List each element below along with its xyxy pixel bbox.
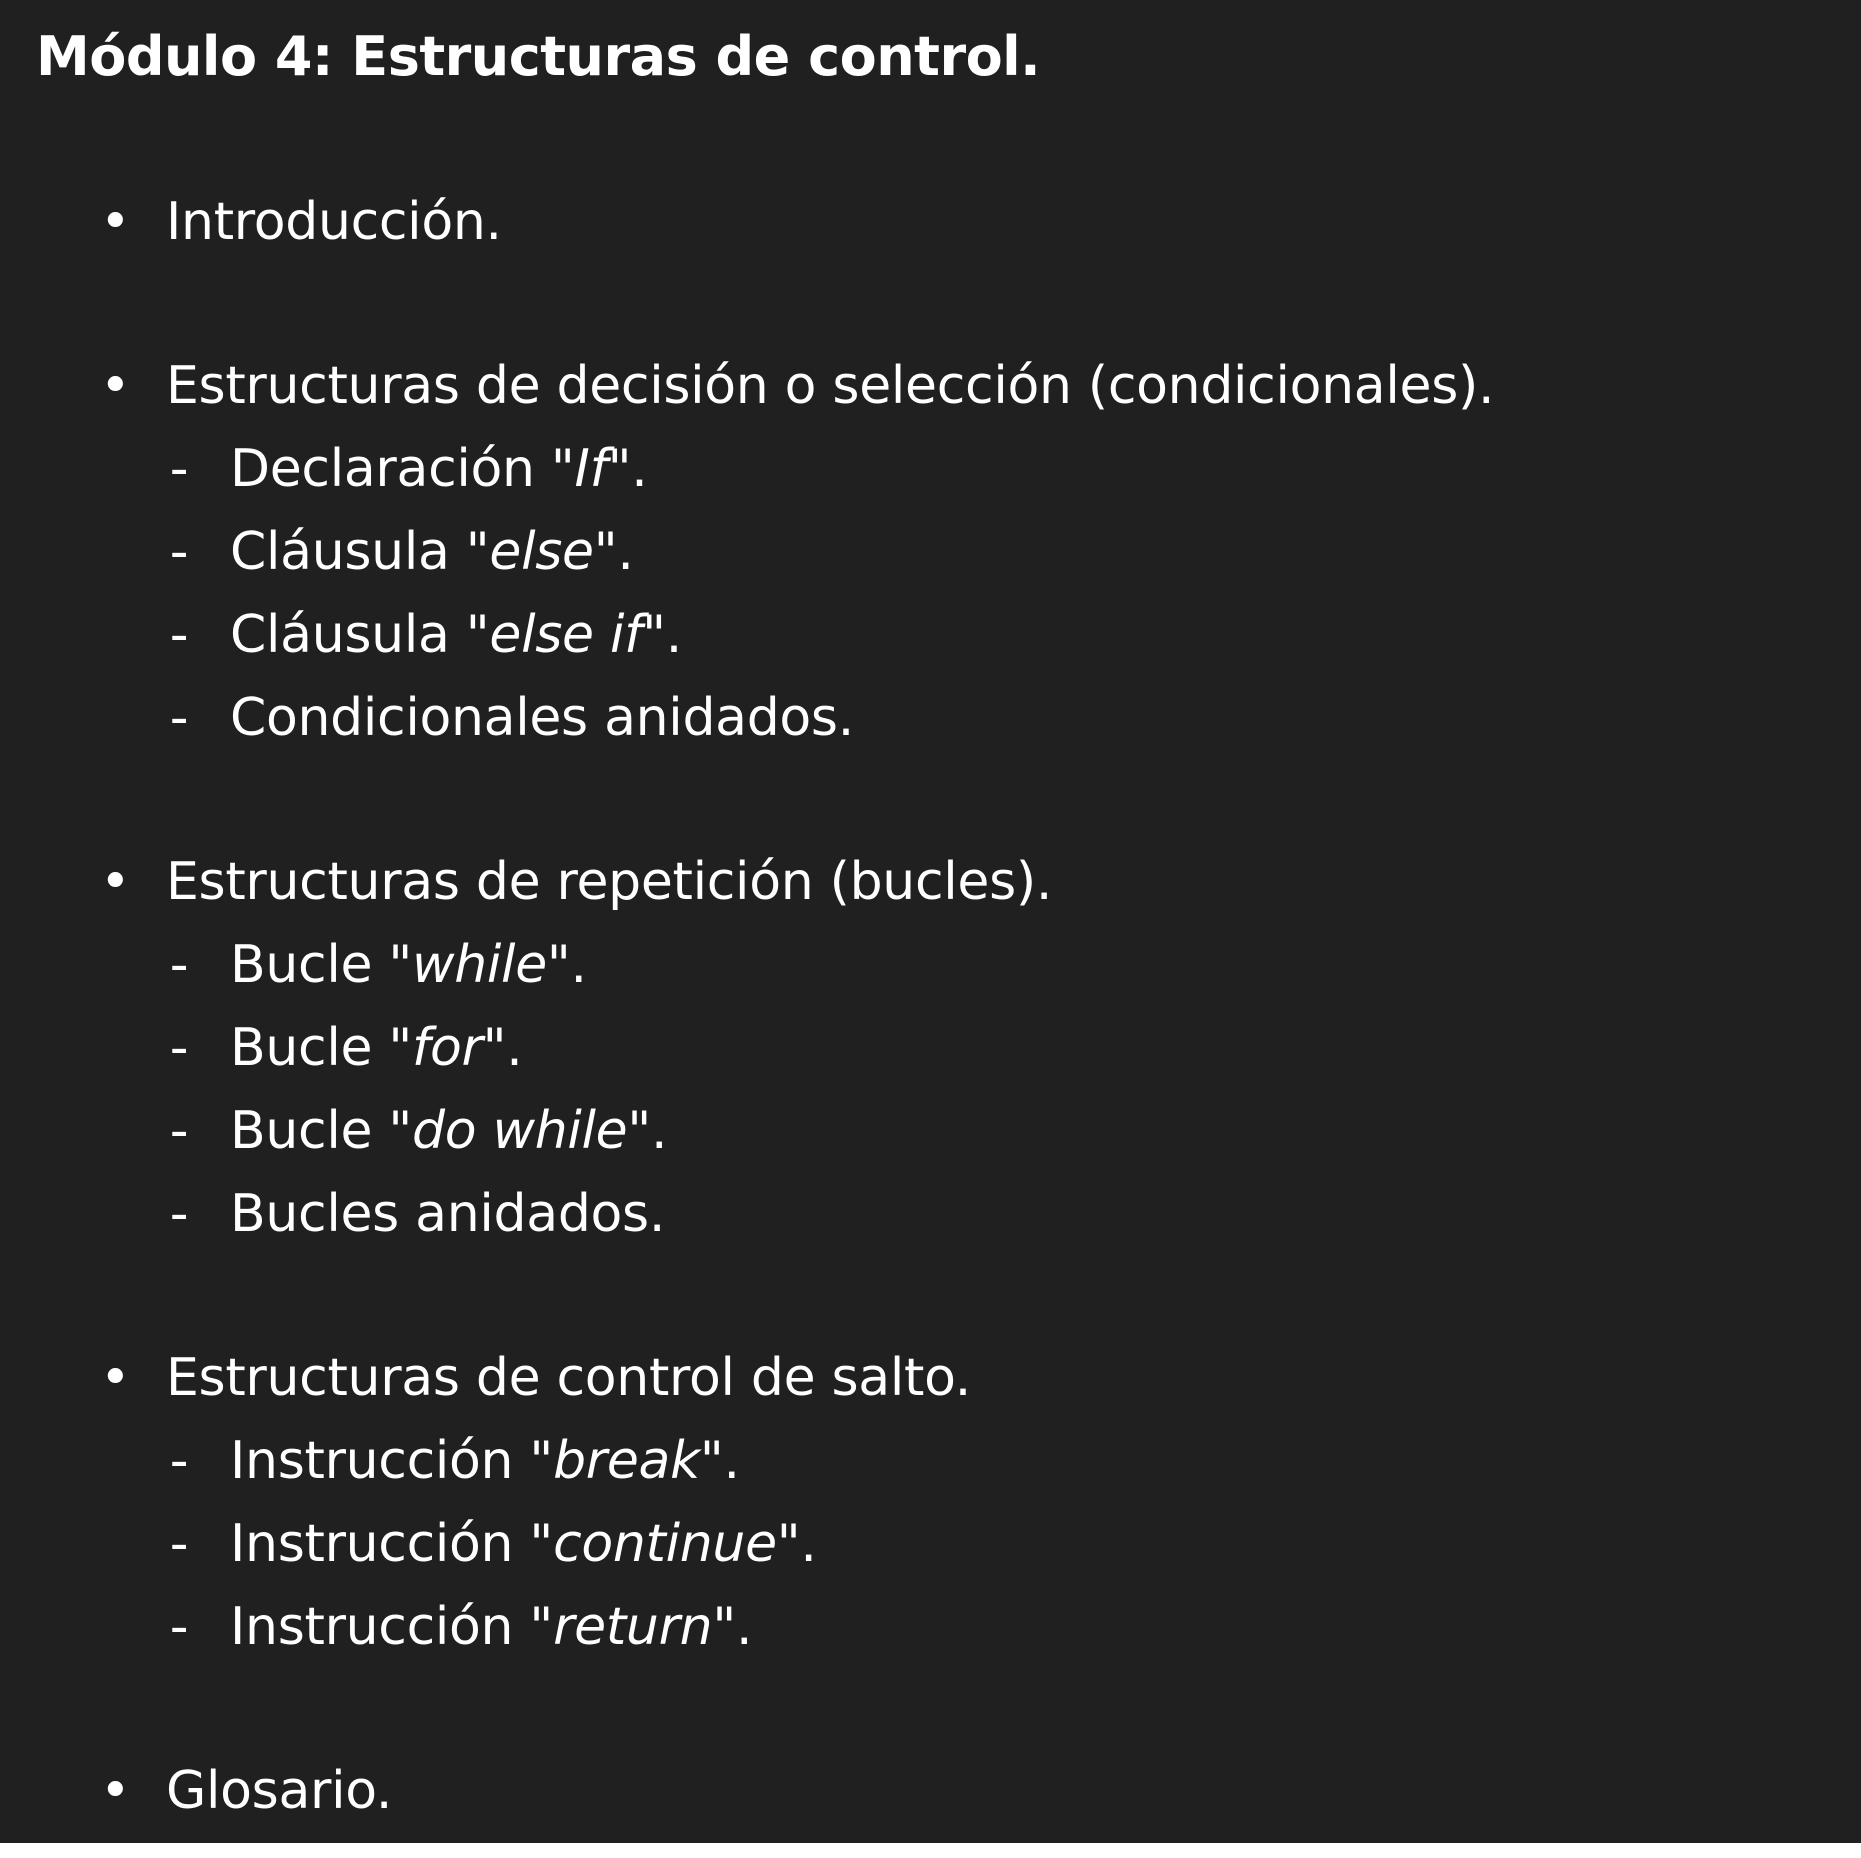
bullet-dot-icon: • [100,192,131,252]
subitem-text [230,1094,667,1168]
subitem-suffix: ". [593,522,634,582]
subitem-text [230,1507,817,1581]
dash-marker: - [169,1101,189,1161]
dash-marker: - [169,935,189,995]
subitem-prefix: Declaración " [230,439,575,499]
subitem-prefix: Instrucción " [230,1597,554,1657]
subitem-text [230,1011,522,1085]
subitem-suffix: ". [627,1101,668,1161]
dash-marker: - [169,1431,189,1491]
subitem-suffix: ". [607,439,648,499]
dash-marker: - [169,688,189,748]
subitem-prefix: Bucles anidados. [230,1184,666,1244]
subitem-text [230,432,647,506]
bullet-dot-icon: • [100,1348,131,1408]
subitem-keyword: while [412,935,547,995]
subitem-prefix: Bucle " [230,1101,413,1161]
bullet-text: Estructuras de repetición (bucles). [166,852,1053,912]
dash-marker: - [169,1184,189,1244]
subitem-text [230,1424,740,1498]
module-title: Módulo 4: Estructuras de control. [36,25,1041,88]
subitem-prefix: Cláusula " [230,522,490,582]
subitem-text [230,515,634,589]
dash-marker: - [169,1514,189,1574]
subitem-suffix: ". [712,1597,753,1657]
dash-marker: - [169,439,189,499]
dash-marker: - [169,1018,189,1078]
dash-marker: - [169,522,189,582]
subitem-keyword: If [574,439,608,499]
subitem-text [230,1177,665,1251]
subitem-suffix: ". [482,1018,523,1078]
subitem-keyword: break [553,1431,700,1491]
bullet-dot-icon: • [100,852,131,912]
subitem-keyword: for [412,1018,483,1078]
bullet-dot-icon: • [100,1761,131,1821]
subitem-prefix: Condicionales anidados. [230,688,854,748]
subitem-suffix: ". [776,1514,817,1574]
dash-marker: - [169,605,189,665]
subitem-prefix: Instrucción " [230,1431,554,1491]
subitem-text [230,598,682,672]
bullet-text: Introducción. [166,192,502,252]
subitem-prefix: Cláusula " [230,605,490,665]
subitem-text [230,1590,752,1664]
subitem-keyword: do while [412,1101,628,1161]
subitem-text [230,928,587,1002]
dash-marker: - [169,1597,189,1657]
bullet-text: Estructuras de control de salto. [166,1348,971,1408]
subitem-prefix: Instrucción " [230,1514,554,1574]
subitem-suffix: ". [546,935,587,995]
page-bottom-margin [0,1843,1861,1858]
subitem-suffix: ". [699,1431,740,1491]
subitem-keyword: else if [489,605,643,665]
bullet-text: Estructuras de decisión o selección (condicionales). [166,356,1495,416]
subitem-suffix: ". [642,605,682,665]
subitem-text [230,681,854,755]
subitem-keyword: else [489,522,594,582]
bullet-dot-icon: • [100,356,131,416]
bullet-text: Glosario. [166,1761,393,1821]
subitem-prefix: Bucle " [230,935,413,995]
subitem-keyword: return [553,1597,713,1657]
subitem-keyword: continue [553,1514,777,1574]
subitem-prefix: Bucle " [230,1018,413,1078]
